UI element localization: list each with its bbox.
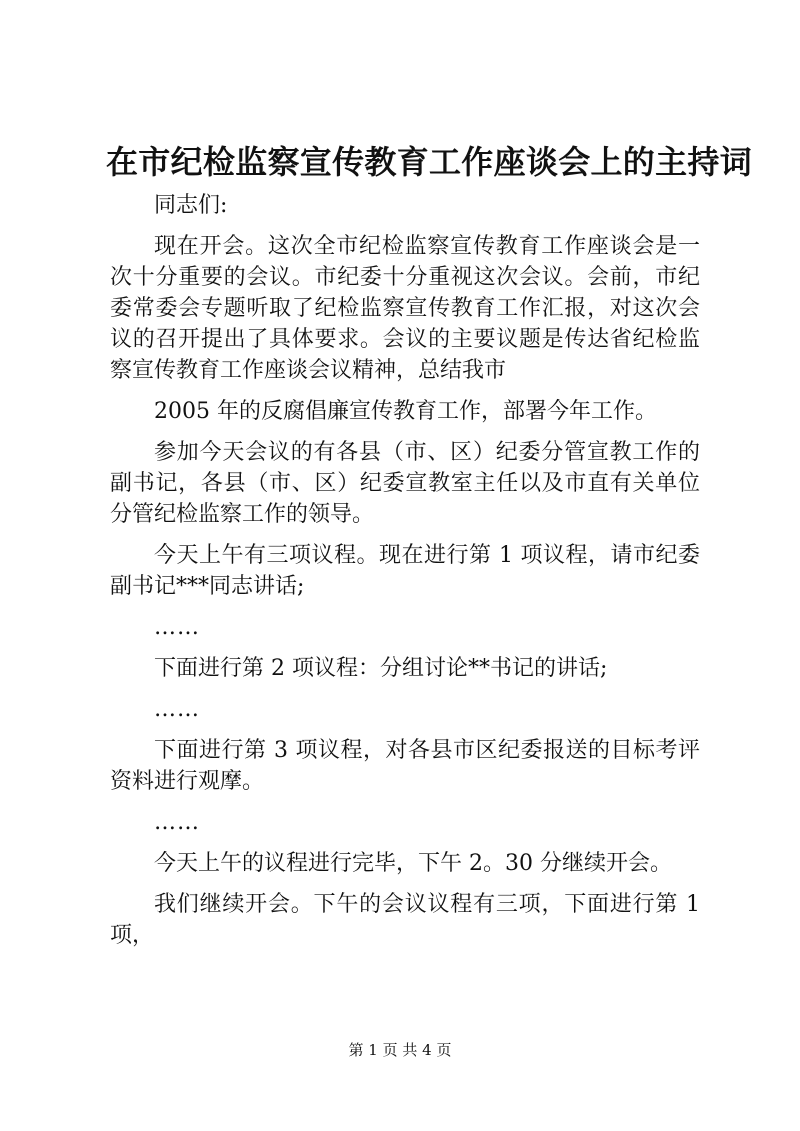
paragraph-ellipsis-3: …… [154, 810, 200, 835]
paragraph-agenda-item-3: 下面进行第 3 项议程，对各县市区纪委报送的目标考评资料进行观摩。 [110, 738, 700, 794]
page-footer: 第 1 页 共 4 页 [348, 1041, 452, 1059]
paragraph-agenda-item-2: 下面进行第 2 项议程：分组讨论**书记的讲话; [154, 656, 608, 681]
paragraph-2005-summary: 2005 年的反腐倡廉宣传教育工作，部署今年工作。 [154, 399, 657, 424]
paragraph-ellipsis-1: …… [154, 615, 200, 640]
paragraph-afternoon-open: 我们继续开会。下午的会议议程有三项，下面进行第 1 项， [110, 892, 700, 948]
document-title: 在市纪检监察宣传教育工作座谈会上的主持词 [106, 143, 753, 181]
paragraph-morning-close: 今天上午的议程进行完毕，下午 2。30 分继续开会。 [154, 851, 672, 876]
paragraph-attendees: 参加今天会议的有各县（市、区）纪委分管宣教工作的副书记，各县（市、区）纪委宣教室主任以及市直有关单位分管纪检监察工作的领导。 [110, 440, 700, 527]
paragraph-agenda-item-1: 今天上午有三项议程。现在进行第 1 项议程，请市纪委副书记***同志讲话; [110, 543, 700, 599]
paragraph-salutation: 同志们: [154, 193, 228, 218]
paragraph-ellipsis-2: …… [154, 697, 200, 722]
paragraph-opening: 现在开会。这次全市纪检监察宣传教育工作座谈会是一次十分重要的会议。市纪委十分重视这次会议。会前，市纪委常委会专题听取了纪检监察宣传教育工作汇报，对这次会议的召开提出了具体要求。会议的主要议题是传达省纪检监察宣传教育工作座谈会议精神，总结我市 [110, 234, 700, 383]
document-body [110, 190, 700, 961]
